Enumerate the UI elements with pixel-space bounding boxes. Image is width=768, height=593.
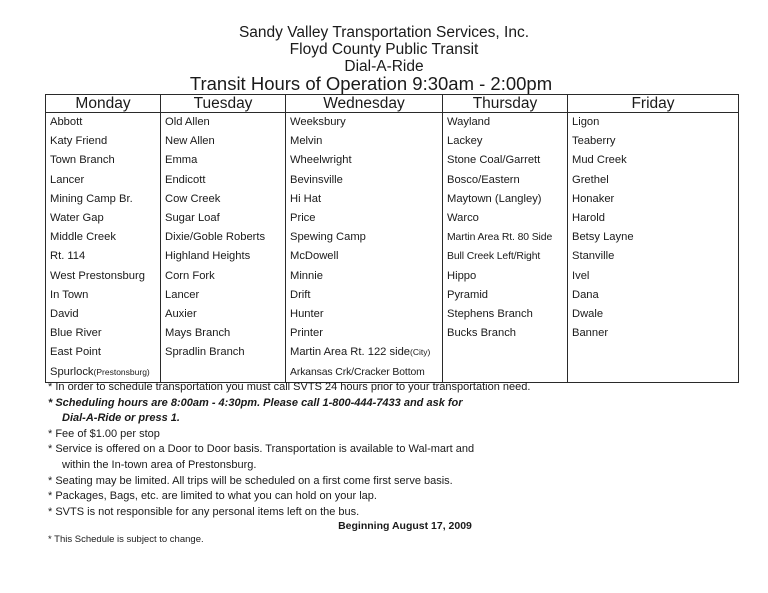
stop-name: Martin Area Rt. 80 Side <box>447 232 553 244</box>
cell-friday <box>568 190 739 209</box>
stop-name: Town Branch <box>50 154 115 167</box>
cell-tuesday <box>161 151 286 170</box>
cell-friday <box>568 305 739 324</box>
cell-thursday <box>443 267 568 286</box>
cell-monday <box>46 113 161 133</box>
cell-monday <box>46 305 161 324</box>
day-header-wednesday: Wednesday <box>286 95 443 113</box>
stop-name: Middle Creek <box>50 231 116 244</box>
cell-thursday <box>443 151 568 170</box>
cell-friday <box>568 151 739 170</box>
schedule-table <box>45 94 739 383</box>
stop-name: Betsy Layne <box>572 231 634 244</box>
cell-thursday <box>443 190 568 209</box>
cell-friday <box>568 324 739 343</box>
cell-tuesday <box>161 209 286 228</box>
stop-name: Stanville <box>572 250 615 263</box>
cell-tuesday <box>161 305 286 324</box>
stop-name: Hunter <box>290 308 324 321</box>
stop-name: Sugar Loaf <box>165 212 220 225</box>
cell-tuesday <box>161 190 286 209</box>
cell-friday <box>568 228 739 247</box>
stop-name: Corn Fork <box>165 269 215 282</box>
cell-friday <box>568 113 739 133</box>
stop-name: Cow Creek <box>165 192 221 205</box>
stop-name: Endicott <box>165 173 206 186</box>
stop-name: David <box>50 308 79 321</box>
day-header-monday: Monday <box>46 95 161 113</box>
stop-name: Martin Area Rt. 122 side <box>290 346 411 359</box>
cell-monday <box>46 324 161 343</box>
martin-area-city-note: (City) <box>410 347 431 358</box>
stop-name: Bucks Branch <box>447 327 517 340</box>
table-row <box>46 305 739 324</box>
cell-monday <box>46 171 161 190</box>
stop-name: Lancer <box>50 173 85 186</box>
stop-name: Weeksbury <box>290 116 346 128</box>
cell-thursday <box>443 132 568 151</box>
stop-name: In Town <box>50 288 89 301</box>
stop-name: Lancer <box>165 288 200 301</box>
stop-name: Mud Creek <box>572 154 627 167</box>
cell-wednesday <box>286 151 443 170</box>
cell-wednesday <box>286 267 443 286</box>
agency-title: Floyd County Public Transit <box>289 41 479 58</box>
cell-friday <box>568 171 739 190</box>
table-row <box>46 228 739 247</box>
cell-friday <box>568 267 739 286</box>
stop-name: Bull Creek Left/Right <box>447 251 541 263</box>
stop-name: Dana <box>572 288 599 301</box>
cell-monday <box>46 190 161 209</box>
stop-name: Katy Friend <box>50 135 108 148</box>
stop-name: Auxier <box>165 308 197 321</box>
table-row <box>46 190 739 209</box>
note-door-to-door: * Service is offered on a Door to Door basis. Transportation is available to Wal-mart and <box>48 443 475 456</box>
stop-name: Mining Camp Br. <box>50 192 133 205</box>
stop-name: West Prestonsburg <box>50 269 145 282</box>
stop-name: Spewing Camp <box>290 231 366 244</box>
stop-name: Spradlin Branch <box>165 346 245 359</box>
table-row <box>46 343 739 362</box>
stop-name: Dixie/Goble Roberts <box>165 231 266 244</box>
cell-wednesday <box>286 171 443 190</box>
cell-tuesday <box>161 247 286 266</box>
stop-name: Maytown (Langley) <box>447 192 542 205</box>
spurlock-location-note: (Prestonsburg) <box>93 366 150 377</box>
stop-name: Emma <box>165 154 198 167</box>
day-header-friday: Friday <box>568 95 739 113</box>
cell-monday <box>46 286 161 305</box>
note-personal-items: * SVTS is not responsible for any personal items left on the bus. <box>48 505 360 518</box>
stop-name: McDowell <box>290 250 339 263</box>
stop-name: Hippo <box>447 269 477 282</box>
stop-name: Grethel <box>572 173 609 186</box>
stop-name: Ligon <box>572 116 600 128</box>
stop-name: Stone Coal/Garrett <box>447 154 541 167</box>
stop-name: Teaberry <box>572 135 616 148</box>
cell-tuesday <box>161 171 286 190</box>
cell-tuesday <box>161 343 286 362</box>
stop-name: Abbott <box>50 116 83 128</box>
cell-tuesday <box>161 267 286 286</box>
notes-section <box>48 380 738 547</box>
stop-name: Warco <box>447 212 479 225</box>
hours-title: Transit Hours of Operation 9:30am - 2:00pm <box>189 73 553 94</box>
stop-name: Rt. 114 <box>50 250 86 263</box>
stop-name: Bevinsville <box>290 173 343 186</box>
cell-wednesday <box>286 324 443 343</box>
cell-friday <box>568 132 739 151</box>
stop-name: Melvin <box>290 135 323 148</box>
table-row <box>46 324 739 343</box>
cell-tuesday <box>161 132 286 151</box>
stop-name: New Allen <box>165 135 215 148</box>
cell-monday <box>46 228 161 247</box>
cell-wednesday <box>286 132 443 151</box>
stop-name: Stephens Branch <box>447 308 533 321</box>
stop-name: Wheelwright <box>290 154 352 167</box>
stop-name: Wayland <box>447 116 491 128</box>
stop-name: Printer <box>290 327 323 340</box>
cell-thursday <box>443 286 568 305</box>
cell-thursday <box>443 113 568 133</box>
cell-thursday <box>443 305 568 324</box>
stop-name: Old Allen <box>165 116 210 128</box>
cell-tuesday <box>161 324 286 343</box>
table-row <box>46 171 739 190</box>
stop-name: Pyramid <box>447 288 489 301</box>
cell-wednesday <box>286 113 443 133</box>
table-row <box>46 209 739 228</box>
stop-name: Harold <box>572 212 605 225</box>
note-packages: * Packages, Bags, etc. are limited to what you can hold on your lap. <box>48 490 377 503</box>
cell-thursday <box>443 171 568 190</box>
note-dial-a-ride: Dial-A-Ride or press 1. <box>62 412 180 425</box>
note-fee: * Fee of $1.00 per stop <box>48 427 160 440</box>
stop-name: Price <box>290 212 316 225</box>
stop-name: Lackey <box>447 135 483 148</box>
cell-wednesday <box>286 286 443 305</box>
cell-friday <box>568 343 739 362</box>
cell-monday <box>46 267 161 286</box>
stop-name: Dwale <box>572 308 604 321</box>
stop-name: Ivel <box>572 269 590 282</box>
cell-thursday <box>443 247 568 266</box>
cell-wednesday <box>286 343 443 362</box>
cell-thursday <box>443 343 568 362</box>
cell-friday <box>568 247 739 266</box>
stop-name: East Point <box>50 346 101 359</box>
cell-wednesday <box>286 209 443 228</box>
note-seating: * Seating may be limited. All trips will be scheduled on a first come first serve basis. <box>48 474 453 487</box>
cell-monday <box>46 209 161 228</box>
cell-wednesday <box>286 228 443 247</box>
stop-name: Hi Hat <box>290 192 322 205</box>
note-subject-to-change: * This Schedule is subject to change. <box>48 534 204 546</box>
cell-friday <box>568 286 739 305</box>
table-row <box>46 132 739 151</box>
cell-friday <box>568 209 739 228</box>
cell-monday <box>46 247 161 266</box>
cell-wednesday <box>286 247 443 266</box>
company-title: Sandy Valley Transportation Services, Inc. <box>238 24 530 41</box>
day-header-row <box>46 95 739 113</box>
cell-wednesday <box>286 190 443 209</box>
cell-thursday <box>443 324 568 343</box>
stop-name: Water Gap <box>50 212 104 225</box>
stop-name: Blue River <box>50 327 102 340</box>
cell-monday <box>46 343 161 362</box>
service-title: Dial-A-Ride <box>344 58 424 75</box>
cell-thursday <box>443 209 568 228</box>
table-row <box>46 247 739 266</box>
stop-name: Highland Heights <box>165 250 251 263</box>
table-row <box>46 286 739 305</box>
cell-thursday <box>443 228 568 247</box>
stop-name: Minnie <box>290 269 323 282</box>
stop-name: Spurlock <box>50 365 94 378</box>
table-row <box>46 113 739 133</box>
note-scheduling-hours: * Scheduling hours are 8:00am - 4:30pm. Please call 1-800-444-7433 and ask for <box>48 396 463 409</box>
cell-tuesday <box>161 286 286 305</box>
stop-name: Honaker <box>572 192 615 205</box>
stop-name: Banner <box>572 327 609 340</box>
note-advance-call: * In order to schedule transportation you must call SVTS 24 hours prior to your transportation need. <box>48 381 531 393</box>
table-row <box>46 267 739 286</box>
cell-tuesday <box>161 113 286 133</box>
stop-name: Arkansas Crk/Cracker Bottom <box>290 366 425 378</box>
day-header-tuesday: Tuesday <box>161 95 286 113</box>
cell-monday <box>46 132 161 151</box>
cell-monday <box>46 151 161 170</box>
note-in-town: within the In-town area of Prestonsburg. <box>62 458 257 471</box>
beginning-date: Beginning August 17, 2009 <box>338 520 472 533</box>
cell-wednesday <box>286 305 443 324</box>
cell-tuesday <box>161 228 286 247</box>
stop-name: Mays Branch <box>165 327 231 340</box>
stop-name: Drift <box>290 288 311 301</box>
table-row <box>46 151 739 170</box>
day-header-thursday: Thursday <box>443 95 568 113</box>
stop-name: Bosco/Eastern <box>447 173 520 186</box>
